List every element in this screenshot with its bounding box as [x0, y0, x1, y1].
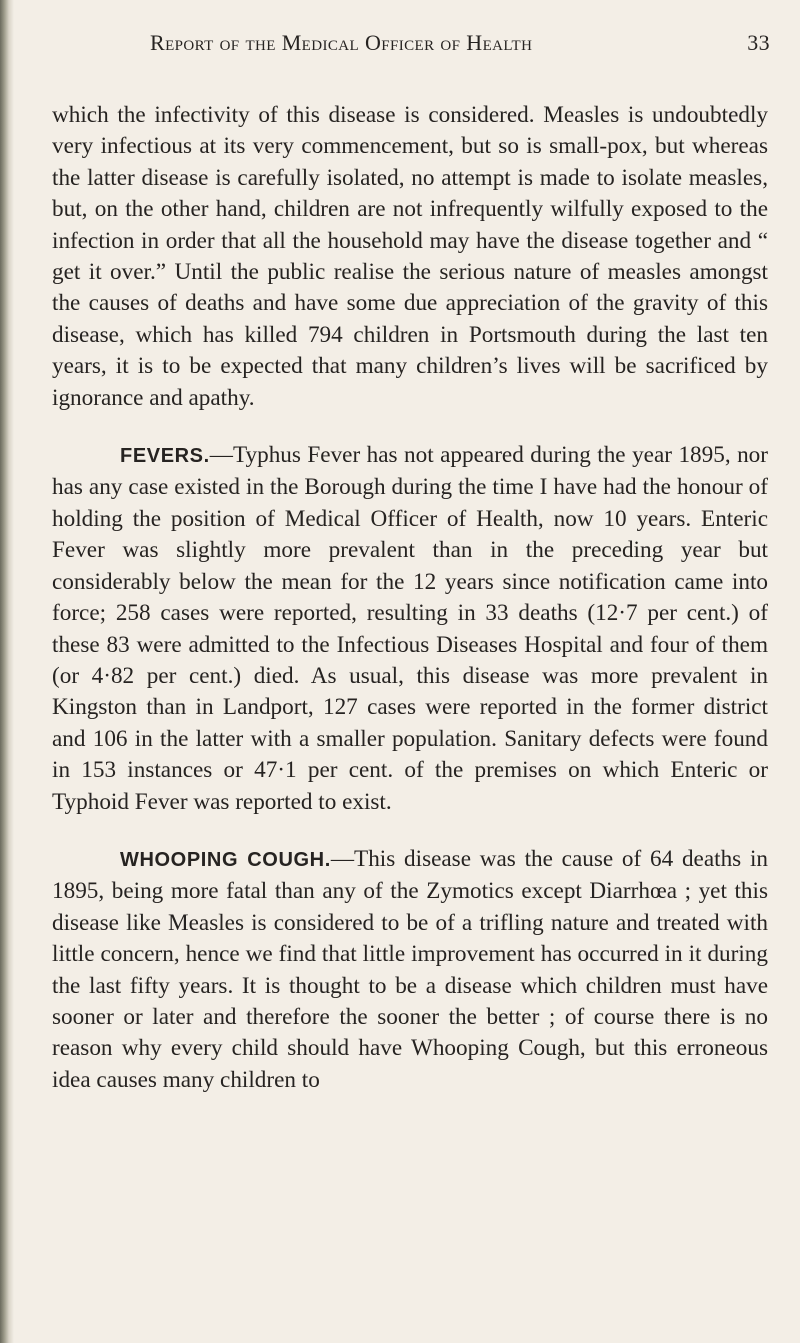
paragraph-measles: [52, 100, 768, 414]
paragraph-fevers: [52, 440, 768, 818]
document-page: [52, 30, 770, 1093]
binding-edge: [0, 0, 14, 1343]
whooping-cough-text: —This disease was the cause of 64 deaths in 1895, being more fatal than any of the Zymotics except Diarrhœa ; yet this disease like Measles is considered to be of a trifling nature and treated with little concern, hence we find that little improvement has occurred in it during the last fifty years. It is thought to be a disease which children must have sooner or later and therefore the sooner the better ; of course there is no reason why every child should have Whooping Cough, but this erroneous idea causes many children to: [52, 845, 768, 1093]
fevers-text: —Typhus Fever has not appeared during the year 1895, nor has any case existed in the Borough during the time I have had the honour of holding the position of Medical Officer of Health, now 10 years. Enteric Fever was slightly more prevalent than in the preceding year but considerably below the mean for the 12 years since notification came into force; 258 cases were reported, resulting in 33 deaths (12·7 per cent.) of these 83 were admitted to the Infectious Diseases Hospital and four of them (or 4·82 per cent.) died. As usual, this disease was more prevalent in Kingston than in Landport, 127 cases were reported in the former district and 106 in the latter with a smaller population. Sanitary defects were found in 153 instances or 47·1 per cent. of the premises on which Enteric or Typhoid Fever was reported to exist.: [52, 442, 768, 815]
whooping-cough-heading: WHOOPING COUGH.: [120, 848, 331, 871]
running-head-title: Report of the Medical Officer of Health: [150, 30, 533, 55]
running-head: [52, 30, 770, 70]
page-number: 33: [747, 30, 770, 55]
body-text: [52, 100, 768, 1096]
paragraph-whooping-cough: [52, 844, 768, 1096]
fevers-heading: FEVERS.: [120, 445, 210, 468]
paragraph-measles-text: which the infectivity of this disease is considered. Measles is undoubtedly very infectious at its very commencement, but so is small-pox, but whereas the latter disease is carefully isolated, no attempt is made to isolate measles, but, on the other hand, children are not infrequently wilfully exposed to the infection in order that all the household may have the disease together and “ get it over.” Until the public realise the serious nature of measles amongst the causes of deaths and have some due appreciation of the gravity of this disease, which has killed 794 children in Portsmouth during the last ten years, it is to be expected that many children’s lives will be sacrificed by ignorance and apathy.: [52, 102, 768, 411]
